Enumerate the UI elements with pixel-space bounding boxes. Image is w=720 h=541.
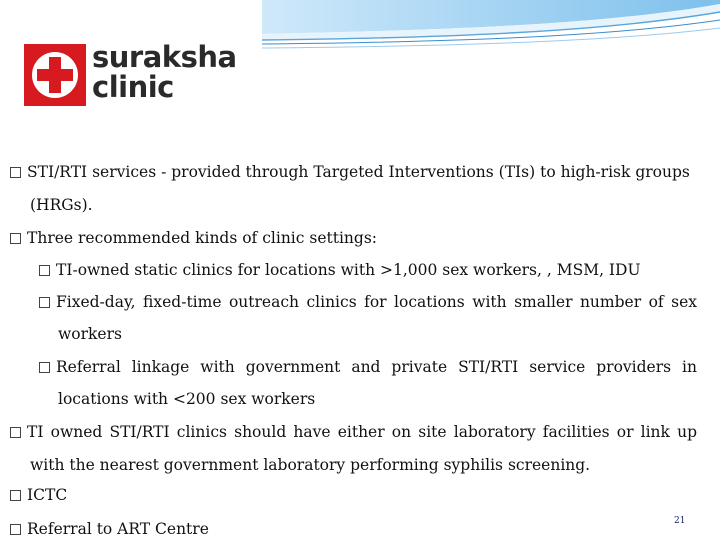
logo-line-1: suraksha <box>92 40 237 74</box>
logo-line-2: clinic <box>92 70 174 104</box>
bullet-item: Referral to ART Centre <box>10 517 209 541</box>
sub-bullet-continuation: workers <box>58 325 122 343</box>
sub-bullet-item: TI-owned static clinics for locations with >1,000 sex workers, , MSM, IDU <box>39 258 641 282</box>
checkbox-bullet-icon <box>10 167 21 178</box>
bullet-continuation: with the nearest government laboratory performing syphilis screening. <box>30 456 591 474</box>
sub-bullet-item: Fixed-day, fixed-time outreach clinics for locations with smaller number of sex <box>39 290 697 314</box>
bullet-item: TI owned STI/RTI clinics should have either on site laboratory facilities or link up <box>10 420 697 444</box>
checkbox-bullet-icon <box>10 524 21 535</box>
suraksha-clinic-logo <box>24 40 244 108</box>
bullet-item: ICTC <box>10 483 67 507</box>
bullet-item: Three recommended kinds of clinic settings: <box>10 226 377 250</box>
checkbox-bullet-icon <box>10 490 21 501</box>
checkbox-bullet-icon <box>10 233 21 244</box>
checkbox-bullet-icon <box>10 427 21 438</box>
bullet-continuation: (HRGs). <box>30 196 93 214</box>
checkbox-bullet-icon <box>39 362 50 373</box>
checkbox-bullet-icon <box>39 265 50 276</box>
sub-bullet-item: Referral linkage with government and private STI/RTI service providers in <box>39 355 697 379</box>
checkbox-bullet-icon <box>39 297 50 308</box>
header-decoration <box>262 0 720 70</box>
sub-bullet-continuation: locations with <200 sex workers <box>58 390 316 408</box>
logo-text <box>92 42 237 102</box>
red-cross-icon <box>24 44 86 106</box>
bullet-item: STI/RTI services - provided through Targeted Interventions (TIs) to high-risk groups <box>10 160 696 184</box>
page-number: 21 <box>674 516 686 526</box>
